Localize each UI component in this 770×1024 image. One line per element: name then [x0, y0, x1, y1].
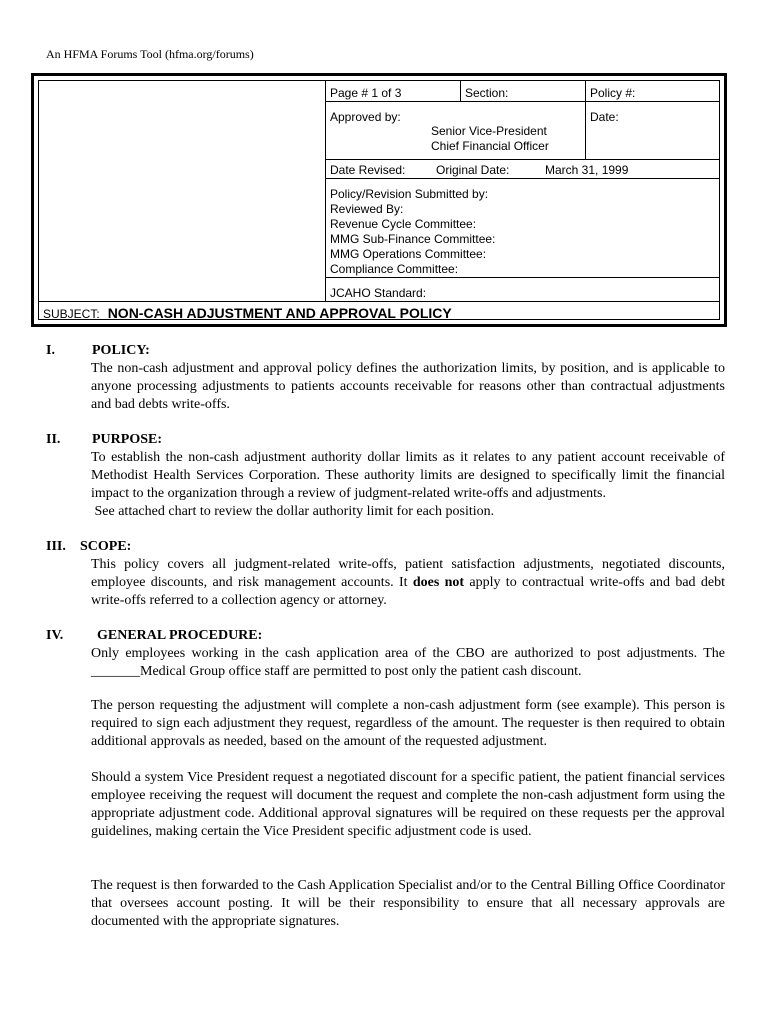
subject-label: SUBJECT: [43, 307, 100, 321]
divider-policy [585, 81, 586, 159]
section-text [91, 556, 725, 610]
submitted-line: MMG Operations Committee: [330, 247, 487, 261]
procedure-paragraph-2: The person requesting the adjustment will complete a non-cash adjustment form (see example). This person is required to sign each adjustment they request, regardless of the amount. The requester is then required to obtain additional approvals as needed, based on the amount of the requested adjustment. [91, 698, 725, 749]
page-number: Page # 1 of 3 [330, 86, 402, 100]
procedure-paragraph-4: The request is then forwarded to the Cash Application Specialist and/or to the Central Billing Office Coordinator that oversees account posting. It will be their responsibility to ensure that all necessary approvals are documented with the appropriate signatures. [91, 878, 725, 929]
date-label: Date: [590, 110, 619, 124]
section-number: I. [46, 343, 55, 358]
procedure-paragraph-3: Should a system Vice President request a negotiated discount for a specific patient, the patient financial services employee receiving the request will document the request and complete the non-cash adjustment form using the appropriate adjustment code. Additional approval signatures will be required on these requests per the approval guidelines, making certain the Vice President specific adjustment code is used. [91, 770, 725, 839]
submitted-line: Revenue Cycle Committee: [330, 217, 477, 231]
section-heading: PURPOSE: [92, 432, 162, 447]
submitted-line: Reviewed By: [330, 202, 404, 216]
section-heading: POLICY: [92, 343, 150, 358]
submitted-line: Compliance Committee: [330, 262, 459, 276]
procedure-paragraph-1: Only employees working in the cash application area of the CBO are authorized to post adjustments. The _______Medical Group office staff are permitted to post only the patient cash discount. [91, 646, 725, 679]
submitted-line: Policy/Revision Submitted by: [330, 187, 489, 201]
scope-text-b: apply to contractual write-offs and bad debt write-offs referred to a collection agency or attorney. [91, 575, 725, 608]
section-text: The non-cash adjustment and approval policy defines the authorization limits, by position, and is applicable to anyone processing adjustments to patients accounts receivable for reasons other than contractual adjustments and bad debts write-offs. [91, 361, 725, 412]
section-number: III. [46, 539, 66, 554]
approver-title-2: Chief Financial Officer [431, 139, 549, 153]
scope-text-a: This policy covers all judgment-related write-offs, patient satisfaction adjustments, negotiated discounts, employee discounts, and risk management accounts. It [91, 557, 725, 590]
divider-subject [39, 301, 719, 302]
divider-row-2 [325, 159, 719, 160]
section-heading: SCOPE: [80, 539, 132, 554]
approved-by-label: Approved by: [330, 110, 401, 124]
divider-left-col [325, 81, 326, 301]
section-heading: GENERAL PROCEDURE: [97, 628, 263, 643]
subject-row [43, 305, 452, 321]
submitted-line: MMG Sub-Finance Committee: [330, 232, 496, 246]
subject-title: NON-CASH ADJUSTMENT AND APPROVAL POLICY [107, 305, 452, 321]
date-revised-label: Date Revised: [330, 163, 406, 177]
divider-row-1 [325, 101, 719, 102]
policy-number-label: Policy #: [590, 86, 636, 100]
submitted-block [330, 187, 495, 277]
section-text: To establish the non-cash adjustment authority dollar limits as it relates to any patient account receivable of Methodist Health Services Corporation. These authority limits are designed to specifically limit the financial impact to the organization through a review of judgment-related write-offs and adjustments. [91, 450, 725, 501]
section-number: II. [46, 432, 61, 447]
policy-header-box [31, 73, 727, 327]
scope-text-bold: does not [412, 575, 465, 590]
divider-row-4 [325, 277, 719, 278]
section-text-extra: See attached chart to review the dollar authority limit for each position. [91, 504, 495, 519]
approver-title-1: Senior Vice-President [431, 124, 547, 138]
original-date-value: March 31, 1999 [545, 163, 629, 177]
divider-section [460, 81, 461, 101]
divider-row-3 [325, 178, 719, 179]
policy-header-inner [38, 80, 720, 320]
header-note: An HFMA Forums Tool (hfma.org/forums) [46, 47, 254, 61]
jcaho-label: JCAHO Standard: [330, 286, 427, 300]
original-date-label: Original Date: [436, 163, 510, 177]
section-number: IV. [46, 628, 64, 643]
section-label: Section: [465, 86, 509, 100]
